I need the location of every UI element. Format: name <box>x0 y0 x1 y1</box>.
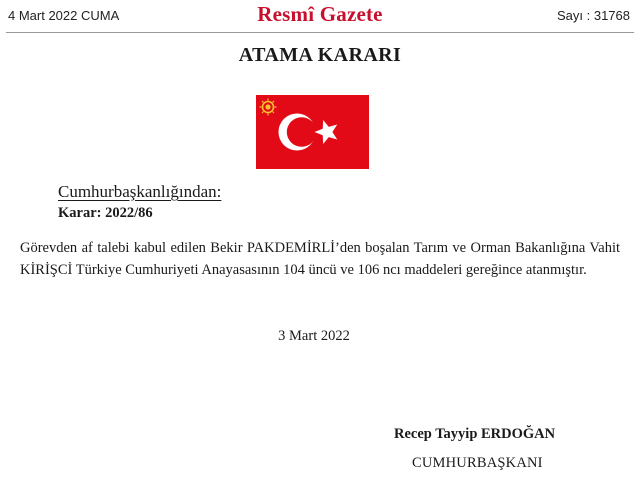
turkish-flag-icon <box>256 95 369 169</box>
gazette-header <box>0 0 640 34</box>
header-date: 4 Mart 2022 CUMA <box>8 8 120 23</box>
issuing-authority: Cumhurbaşkanlığından: <box>58 182 222 201</box>
presidential-seal-icon <box>260 99 277 116</box>
signer-title: CUMHURBAŞKANI <box>412 455 543 471</box>
issue-number: Sayı : 31768 <box>557 8 630 23</box>
document-date: 3 Mart 2022 <box>278 328 350 344</box>
document-title: ATAMA KARARI <box>238 44 402 66</box>
publication-title: Resmî Gazete <box>257 2 383 26</box>
decision-number: Karar: 2022/86 <box>58 205 153 221</box>
signer-name: Recep Tayyip ERDOĞAN <box>394 426 556 442</box>
decision-body: Görevden af talebi kabul edilen Bekir PAKDEMİRLİ’den boşalan Tarım ve Orman Bakanlığına Vahit KİRİŞCİ Türkiye Cumhuriyeti Anayasasının 104 üncü ve 106 ncı maddeleri gereğince atanmıştır. <box>20 240 620 278</box>
header-divider <box>6 32 634 33</box>
